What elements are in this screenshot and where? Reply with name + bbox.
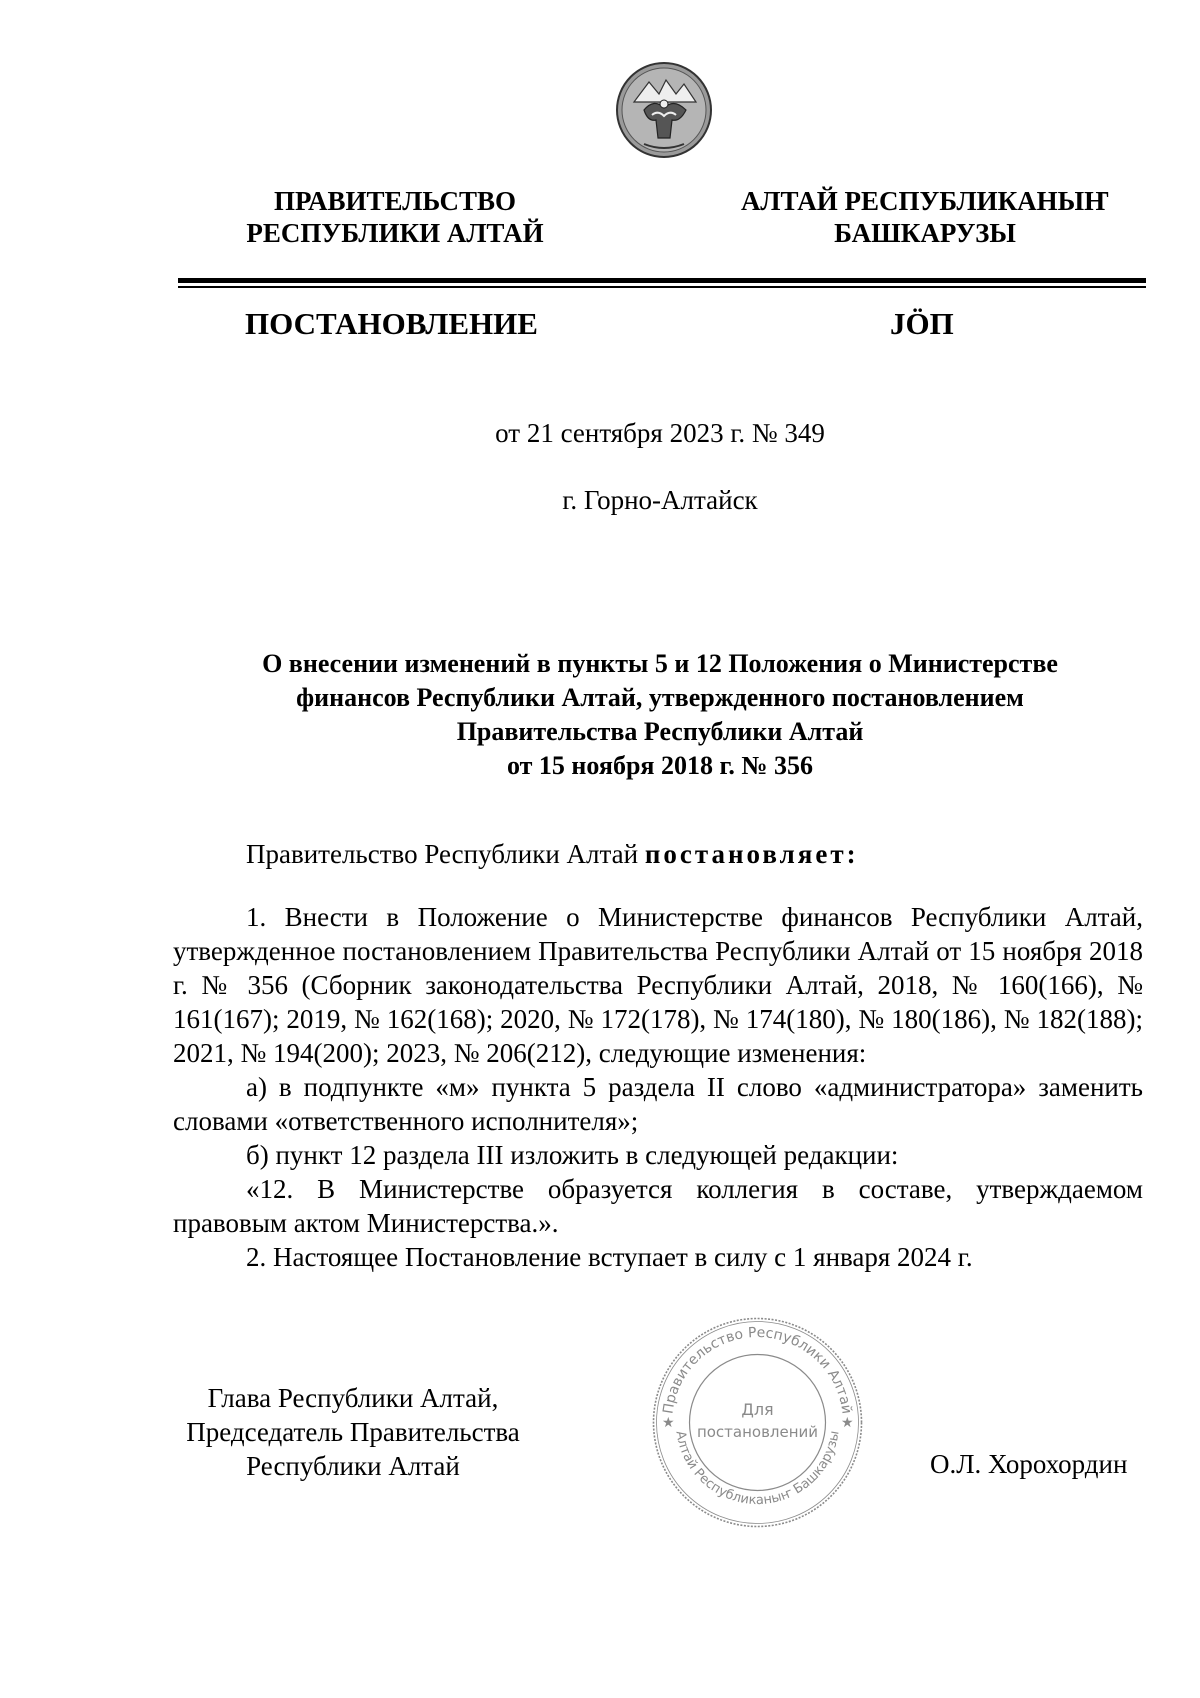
paragraph-b: б) пункт 12 раздела III изложить в следующей редакции: — [246, 1140, 899, 1170]
header-divider-thick — [178, 278, 1146, 283]
stamp-star-left-icon: ★ — [662, 1415, 675, 1431]
date-number: от 21 сентября 2023 г. № 349 — [495, 418, 825, 448]
government-name-ru-line2: РЕСПУБЛИКИ АЛТАЙ — [246, 218, 544, 248]
stamp-center-line2: постановлений — [696, 1423, 819, 1441]
doc-type-ru: ПОСТАНОВЛЕНИЕ — [245, 306, 538, 341]
signatory-title — [173, 1381, 533, 1483]
decree-lead: Правительство Республики Алтай — [246, 839, 645, 869]
signatory-title-line1: Глава Республики Алтай, — [207, 1383, 499, 1413]
stamp-star-right-icon: ★ — [841, 1415, 854, 1431]
official-stamp — [650, 1315, 865, 1530]
government-name-ru-line1: ПРАВИТЕЛЬСТВО — [273, 186, 517, 216]
paragraph-2: 2. Настоящее Постановление вступает в силу с 1 января 2024 г. — [246, 1242, 973, 1272]
signatory-title-line3: Республики Алтай — [246, 1451, 460, 1481]
paragraph-a: а) в подпункте «м» пункта 5 раздела II слово «администратора» заменить словами «ответственного исполнителя»; — [173, 1072, 1143, 1136]
paragraph-1: 1. Внести в Положение о Министерстве финансов Республики Алтай, утвержденное постановлением Правительства Республики Алтай от 15 ноября 2018 г. № 356 (Сборник законодательства Республики Алтай, 2018, № 160(166), № 161(167); 2019, № 162(168); 2020, № 172(178), № 174(180), № 180(186), № 182(188); 2021, № 194(200); 2023, № 206(212), следующие изменения: — [173, 902, 1143, 1068]
signatory-name: О.Л. Хорохордин — [930, 1449, 1128, 1479]
document-title — [200, 647, 1120, 783]
document-body — [173, 900, 1143, 1274]
stamp-center-line1: Для — [741, 1400, 774, 1419]
decree-line — [246, 839, 859, 870]
paragraph-quote: «12. В Министерстве образуется коллегия в составе, утверждаемом правовым актом Министерства.». — [173, 1174, 1143, 1238]
decree-verb: постановляет: — [644, 839, 859, 869]
stamp-ring-bottom: Алтай Республиканыҥ Башкарузы — [672, 1429, 843, 1509]
doc-type-alt: JÖП — [890, 306, 954, 341]
place: г. Горно-Алтайск — [562, 485, 758, 515]
stamp-ring-top: Правительство Республики Алтай — [660, 1324, 855, 1416]
title-line-2: финансов Республики Алтай, утвержденного постановлением — [296, 683, 1024, 712]
government-name-ru — [230, 185, 560, 249]
coat-of-arms-icon — [614, 60, 714, 160]
stamp-ring-bottom-text — [672, 1430, 842, 1508]
title-line-3: Правительства Республики Алтай — [456, 717, 864, 746]
government-name-alt-line2: БАШКАРУЗЫ — [834, 218, 1016, 248]
header-divider-thin — [178, 286, 1146, 288]
title-line-1: О внесении изменений в пункты 5 и 12 Положения о Министерстве — [262, 649, 1058, 678]
government-name-alt — [735, 185, 1115, 249]
signatory-title-line2: Председатель Правительства — [186, 1417, 520, 1447]
title-line-4: от 15 ноября 2018 г. № 356 — [506, 751, 813, 780]
government-name-alt-line1: АЛТАЙ РЕСПУБЛИКАНЫҤ — [740, 186, 1110, 216]
